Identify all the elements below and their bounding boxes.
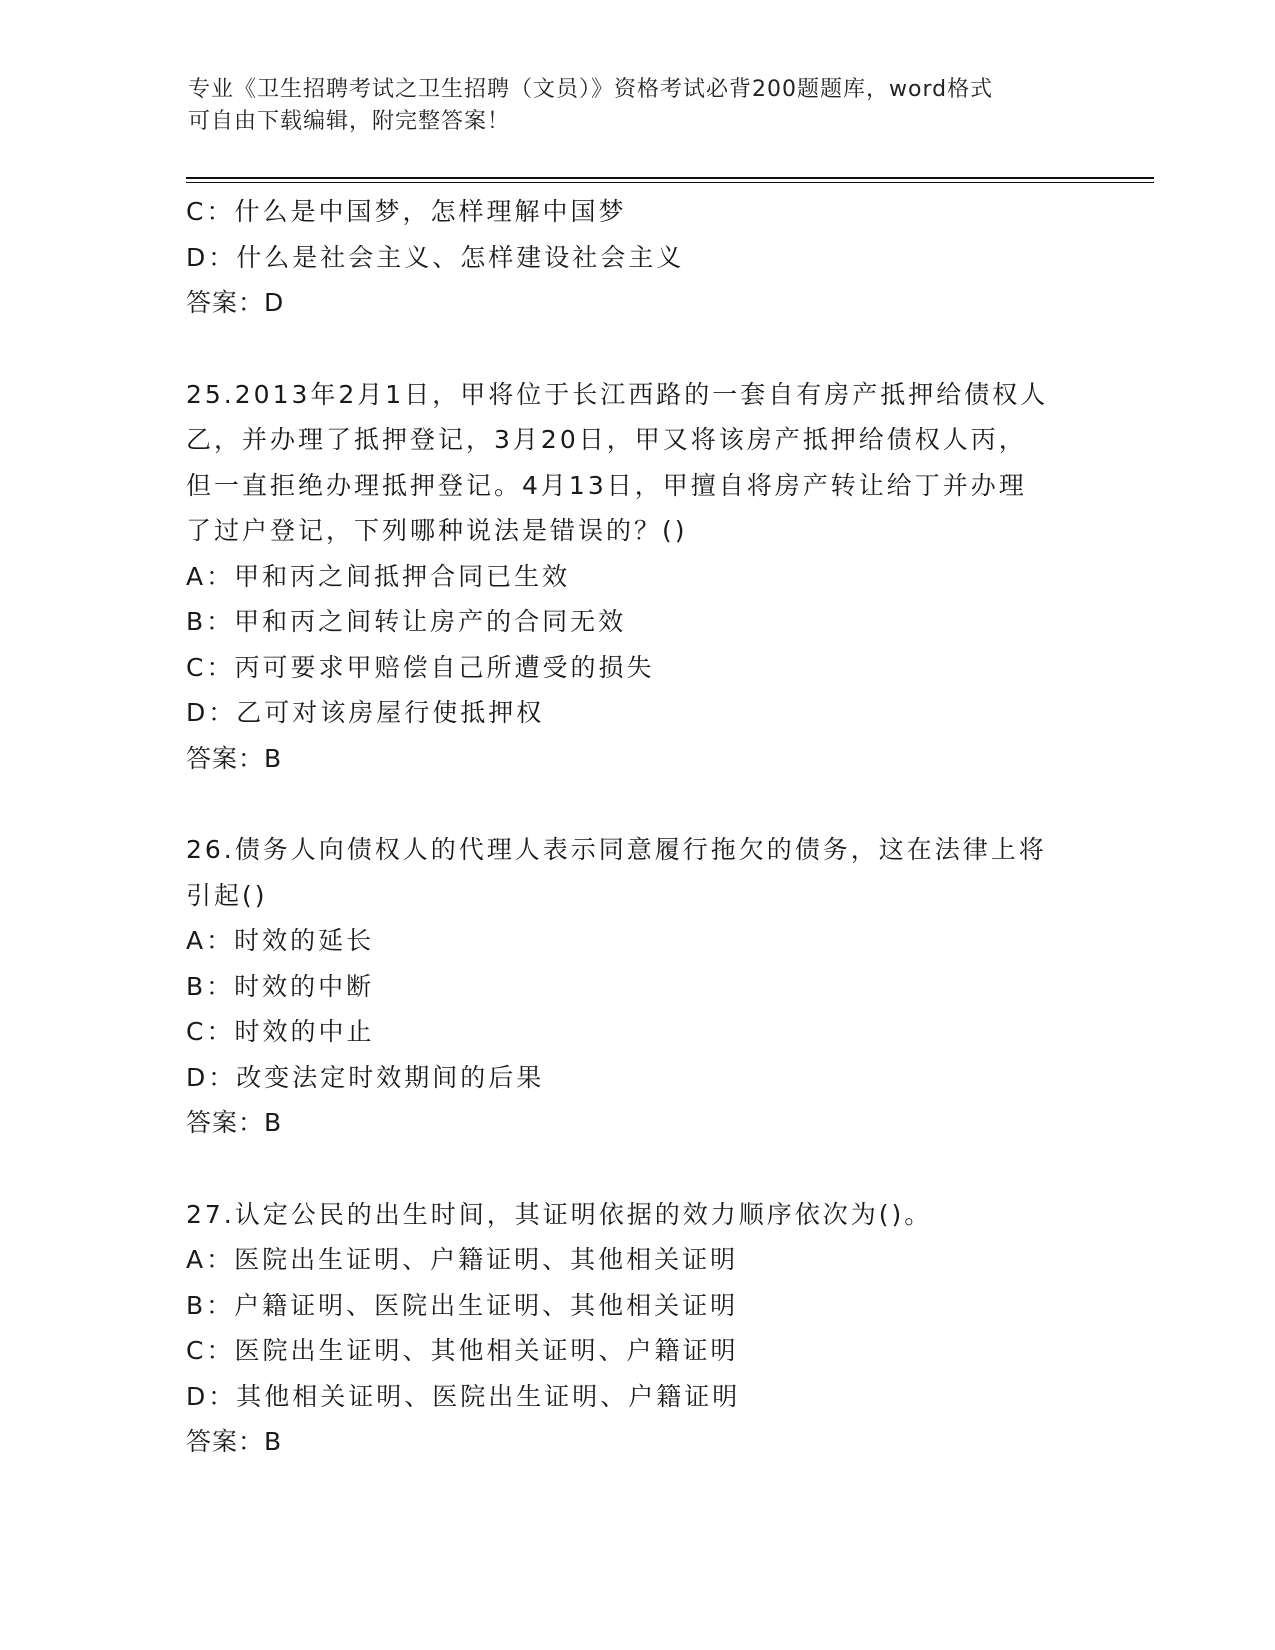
header-title-line-2: 可自由下载编辑，附完整答案！ (188, 109, 511, 134)
option-d: D：什么是社会主义、怎样建设社会主义 (186, 242, 685, 272)
question-stem-line: 27.认定公民的出生时间，其证明依据的效力顺序依次为()。 (186, 1199, 933, 1229)
question-27 (186, 1192, 1086, 1465)
option-d: D：其他相关证明、医院出生证明、户籍证明 (186, 1381, 741, 1411)
question-content (186, 189, 1086, 1465)
answer-line: 答案：B (186, 1108, 283, 1137)
header-rule-secondary (186, 182, 1154, 183)
option-c: C：医院出生证明、其他相关证明、户籍证明 (186, 1336, 739, 1365)
answer-line: 答案：B (186, 743, 283, 773)
header-rule (186, 177, 1154, 179)
option-d: D：乙可对该房屋行使抵押权 (186, 698, 545, 727)
header-title-line-1: 专业《卫生招聘考试之卫生招聘（文员）》资格考试必背200题题库，word格式 (188, 77, 994, 102)
option-a: A：医院出生证明、户籍证明、其他相关证明 (186, 1245, 739, 1274)
option-c: C：时效的中止 (186, 1017, 375, 1046)
question-stem-line: 但一直拒绝办理抵押登记。4月13日，甲擅自将房产转让给丁并办理 (186, 470, 1027, 500)
question-stem-line: 乙，并办理了抵押登记，3月20日，甲又将该房产抵押给债权人丙， (186, 425, 1027, 454)
prev-question-tail (186, 189, 1086, 326)
option-b: B：甲和丙之间转让房产的合同无效 (186, 607, 627, 636)
question-26 (186, 827, 1086, 1146)
option-d: D：改变法定时效期间的后果 (186, 1062, 545, 1092)
question-25 (186, 372, 1086, 782)
answer-line: 答案：B (186, 1427, 283, 1456)
question-stem-line: 25.2013年2月1日，甲将位于长江西路的一套自有房产抵押给债权人 (186, 379, 1049, 409)
option-c: C：什么是中国梦，怎样理解中国梦 (186, 197, 627, 226)
question-stem-line: 了过户登记，下列哪种说法是错误的？() (186, 516, 688, 545)
page-header (188, 74, 1088, 138)
answer-line: 答案：D (186, 288, 285, 317)
option-b: B：户籍证明、医院出生证明、其他相关证明 (186, 1290, 739, 1320)
option-c: C：丙可要求甲赔偿自己所遭受的损失 (186, 652, 655, 682)
option-a: A：甲和丙之间抵押合同已生效 (186, 561, 571, 591)
question-stem-line: 26.债务人向债权人的代理人表示同意履行拖欠的债务，这在法律上将 (186, 835, 1047, 864)
question-stem-line: 引起() (186, 880, 268, 910)
option-b: B：时效的中断 (186, 971, 375, 1001)
option-a: A：时效的延长 (186, 926, 375, 955)
